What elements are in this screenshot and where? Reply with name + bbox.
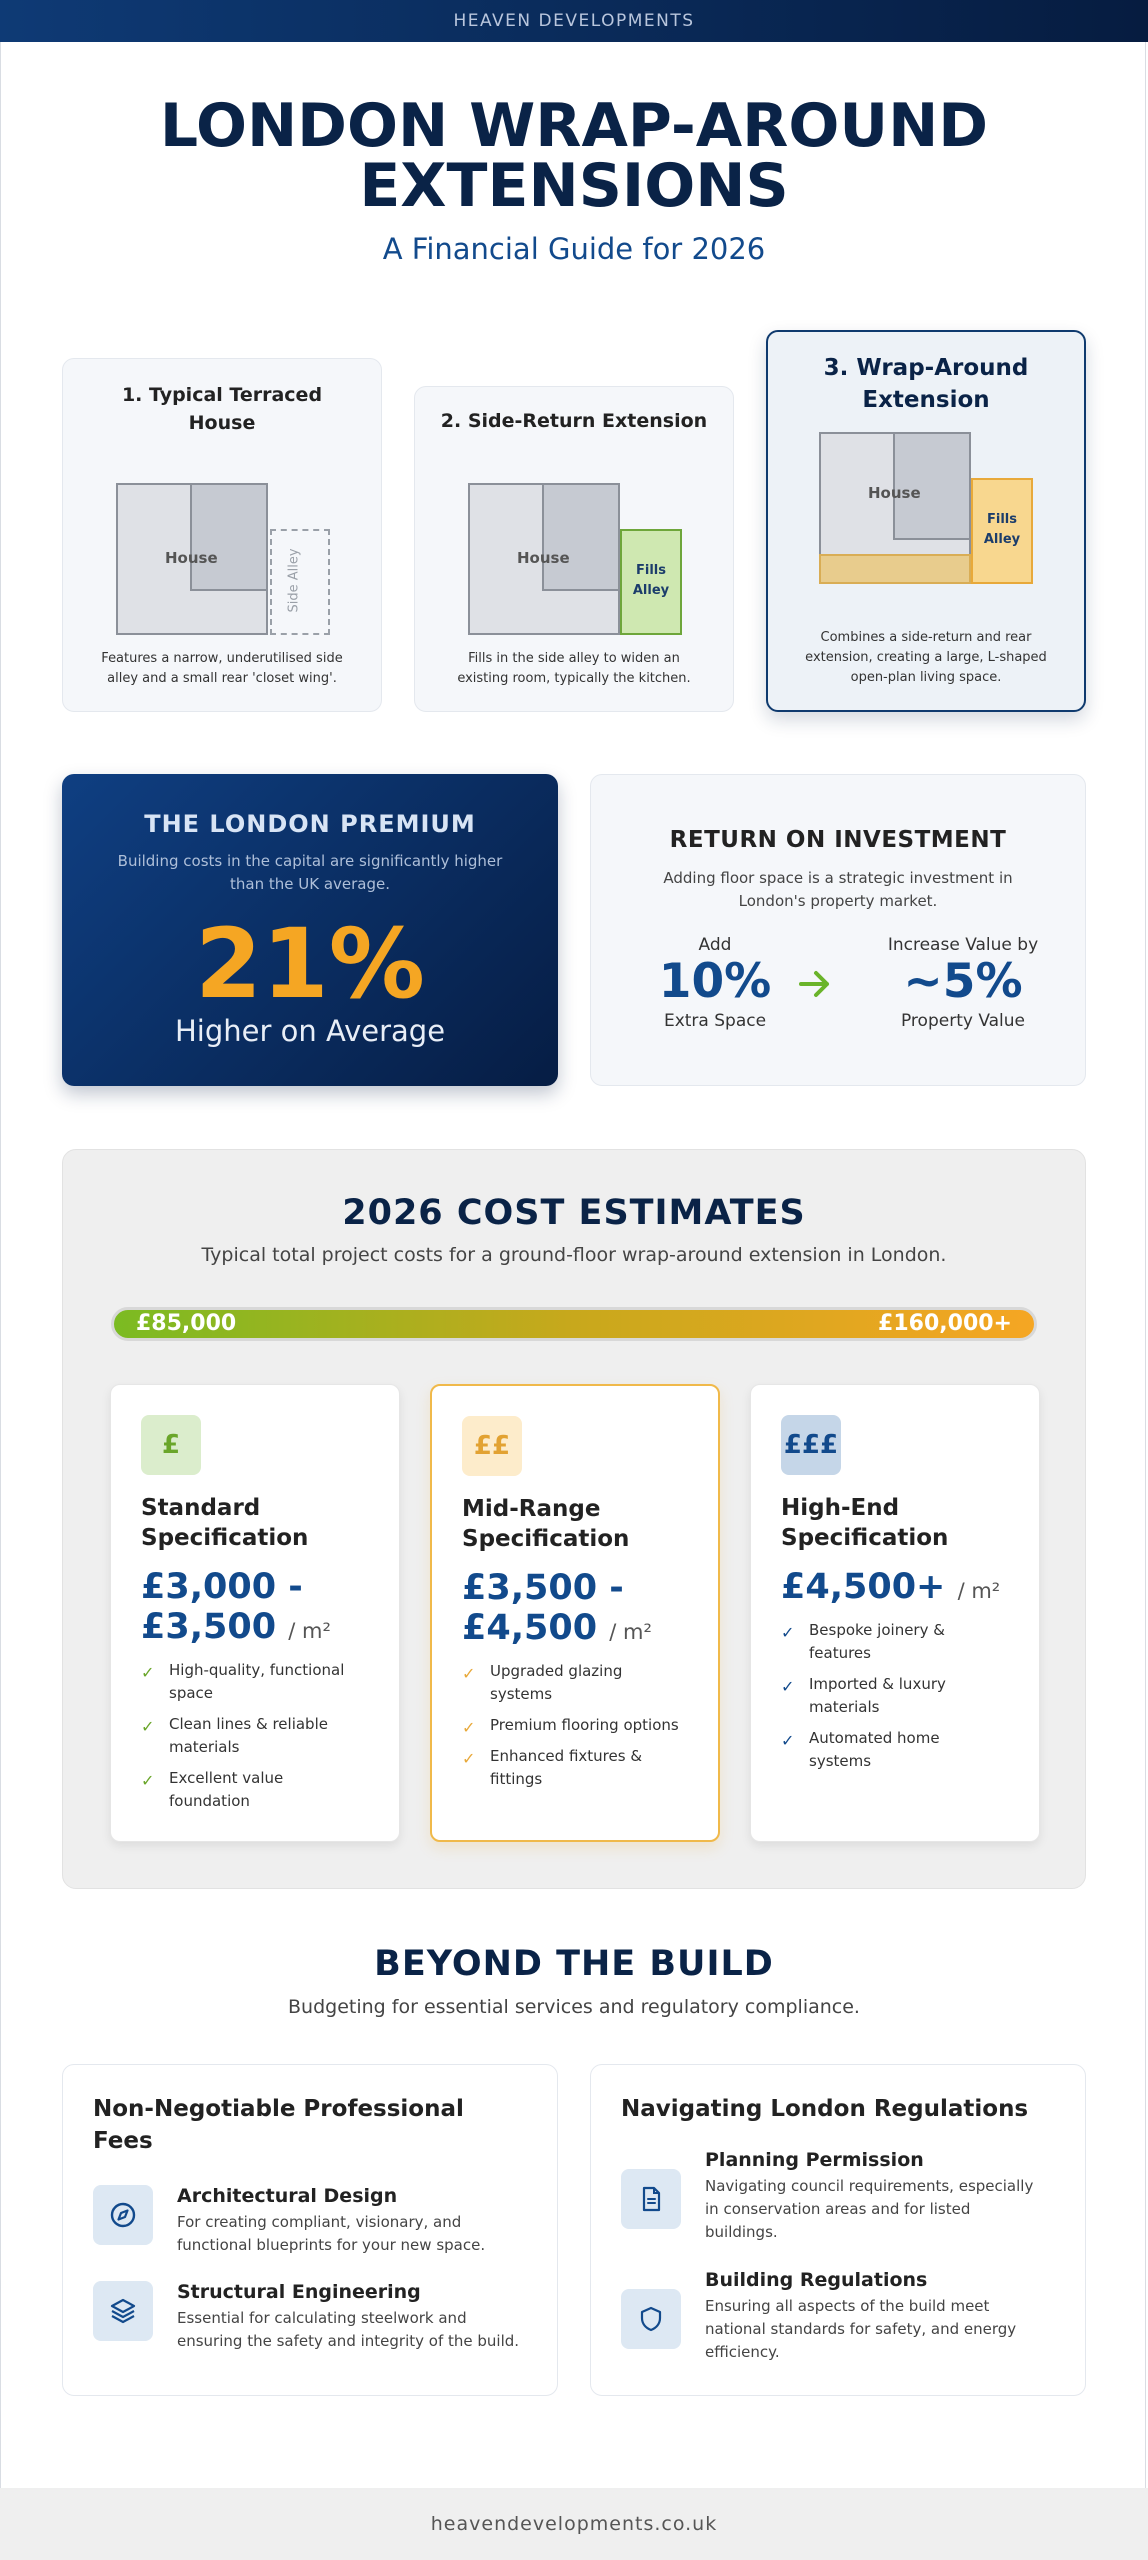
description-line: Essential for calculating steelwork and — [177, 2309, 467, 2327]
description-line: Navigating council requirements, especially — [705, 2177, 1034, 2195]
check-icon: ✓ — [462, 1749, 476, 1768]
feature-line: Automated home — [809, 1729, 940, 1747]
feature-line: fittings — [490, 1770, 543, 1788]
description-line: in conservation areas and for listed — [705, 2200, 971, 2218]
diagram-title — [63, 381, 381, 437]
stat-value: ~5% — [903, 954, 1023, 1009]
list-item — [781, 1727, 1019, 1773]
tier-name — [781, 1493, 1019, 1553]
list-item — [462, 1714, 698, 1737]
description-line: functional blueprints for your new space. — [177, 2236, 486, 2254]
premium-description — [102, 850, 518, 896]
layers-icon — [93, 2281, 153, 2341]
price-unit: / m² — [288, 1619, 331, 1643]
price-line2: £4,500 — [462, 1608, 598, 1648]
fill-label-line2: Alley — [632, 583, 670, 598]
description-line: existing room, typically the kitchen. — [457, 671, 691, 686]
roi-space-stat — [615, 935, 815, 1031]
diagram-description — [435, 649, 713, 689]
feature-line: materials — [169, 1738, 240, 1756]
diagram-description — [788, 628, 1064, 688]
page-title-line2: EXTENSIONS — [359, 151, 789, 221]
list-item — [141, 1713, 379, 1759]
diagram-title-line1: 1. Typical Terraced — [121, 384, 323, 406]
description-line: efficiency. — [705, 2343, 780, 2361]
tier-name — [141, 1493, 379, 1553]
page-title — [0, 91, 1148, 221]
description-line: Adding floor space is a strategic investment in — [663, 869, 1013, 887]
feature-line: Upgraded glazing — [490, 1662, 623, 1680]
feature-list — [781, 1619, 1019, 1781]
shield-icon — [621, 2289, 681, 2349]
list-item — [462, 1745, 698, 1791]
premium-title: THE LONDON PREMIUM — [144, 810, 476, 838]
card-title: Navigating London Regulations — [621, 2096, 1029, 2122]
feature-list — [141, 1659, 379, 1821]
fill-label-line1: Fills — [987, 512, 1017, 527]
brand-name: HEAVEN DEVELOPMENTS — [453, 11, 695, 31]
list-item — [781, 1673, 1019, 1719]
tier-name-line2: Specification — [141, 1525, 309, 1551]
house-label: House — [517, 549, 570, 567]
description-line: Fills in the side alley to widen an — [468, 651, 680, 666]
rear-extension-shape — [819, 554, 971, 584]
check-icon: ✓ — [781, 1677, 795, 1696]
item-description — [177, 2211, 533, 2257]
feature-line: Premium flooring options — [490, 1716, 679, 1734]
list-item — [141, 1659, 379, 1705]
range-low: £85,000 — [136, 1311, 237, 1336]
feature-line: materials — [809, 1698, 880, 1716]
tier-name-line1: High-End — [781, 1495, 900, 1521]
section-title: BEYOND THE BUILD — [374, 1944, 774, 1984]
section-subtitle: Budgeting for essential services and regulatory compliance. — [288, 1996, 860, 2018]
page-subtitle: A Financial Guide for 2026 — [382, 232, 766, 266]
list-item — [141, 1767, 379, 1813]
roi-description — [641, 867, 1035, 913]
compass-icon — [93, 2185, 153, 2245]
description-line: alley and a small rear 'closet wing'. — [107, 671, 337, 686]
section-title: 2026 COST ESTIMATES — [342, 1193, 806, 1233]
feature-line: Bespoke joinery & — [809, 1621, 945, 1639]
stat-prefix: Add — [698, 935, 732, 955]
diagram-title-line2: Extension — [862, 387, 990, 413]
tier-name-line1: Mid-Range — [462, 1496, 601, 1522]
house-label: House — [165, 549, 218, 567]
stat-unit: Extra Space — [663, 1011, 767, 1031]
item-description — [177, 2307, 533, 2353]
price-line1: £3,000 - — [141, 1567, 303, 1607]
check-icon: ✓ — [462, 1664, 476, 1683]
feature-line: Enhanced fixtures & — [490, 1747, 643, 1765]
description-line: For creating compliant, visionary, and — [177, 2213, 462, 2231]
tier-card-standard — [110, 1384, 400, 1842]
diagram-card-side-return — [414, 386, 734, 712]
diagram-title-line1: 3. Wrap-Around — [823, 355, 1029, 381]
tier-name-line2: Specification — [781, 1525, 949, 1551]
range-high: £160,000+ — [878, 1311, 1012, 1336]
feature-line: systems — [490, 1685, 553, 1703]
house-label: House — [868, 484, 921, 502]
cost-range-bar — [111, 1307, 1037, 1341]
check-icon: ✓ — [141, 1771, 155, 1790]
price-unit: / m² — [609, 1620, 652, 1644]
check-icon: ✓ — [781, 1731, 795, 1750]
tier-name-line1: Standard — [141, 1495, 261, 1521]
list-item — [462, 1660, 698, 1706]
card-title — [93, 2093, 527, 2157]
feature-line: foundation — [169, 1792, 250, 1810]
page-title-line1: LONDON WRAP-AROUND — [159, 91, 989, 161]
pound-badge-icon: £ — [141, 1415, 201, 1475]
tier-name-line2: Specification — [462, 1526, 630, 1552]
description-line: buildings. — [705, 2223, 778, 2241]
top-banner — [0, 0, 1148, 42]
fill-label-line1: Fills — [636, 563, 666, 578]
card-title-line1: Non-Negotiable Professional — [93, 2096, 464, 2122]
arrow-right-icon — [797, 967, 833, 1005]
regulations-card — [590, 2064, 1086, 2396]
roi-title: RETURN ON INVESTMENT — [669, 827, 1007, 853]
item-heading: Structural Engineering — [177, 2281, 421, 2303]
description-line: Combines a side-return and rear — [820, 630, 1032, 645]
diagram-title — [768, 352, 1084, 416]
pound-badge-icon: £££ — [781, 1415, 841, 1475]
feature-list — [462, 1660, 698, 1799]
description-line: ensuring the safety and integrity of the build. — [177, 2332, 520, 2350]
tier-card-high-end — [750, 1384, 1040, 1842]
fill-label — [971, 510, 1033, 550]
price-line1: £3,500 - — [462, 1568, 624, 1608]
item-heading: Planning Permission — [705, 2149, 924, 2171]
feature-line: space — [169, 1684, 214, 1702]
closet-wing-shape — [190, 483, 268, 591]
footer-website-link[interactable]: heavendevelopments.co.uk — [430, 2513, 718, 2535]
item-description — [705, 2295, 1061, 2364]
fill-label — [620, 561, 682, 601]
document-icon — [621, 2169, 681, 2229]
feature-line: Clean lines & reliable — [169, 1715, 328, 1733]
list-item — [781, 1619, 1019, 1665]
diagram-title-line2: House — [188, 412, 256, 434]
tier-price — [462, 1568, 704, 1652]
description-line: extension, creating a large, L-shaped — [805, 650, 1047, 665]
description-line: Building costs in the capital are significantly higher — [117, 852, 503, 870]
card-title-line2: Fees — [93, 2128, 153, 2154]
feature-line: Excellent value — [169, 1769, 284, 1787]
section-subtitle: Typical total project costs for a ground-floor wrap-around extension in London. — [201, 1244, 947, 1266]
pound-badge-icon: ££ — [462, 1416, 522, 1476]
price-line1: £4,500+ — [781, 1567, 946, 1607]
stat-value: 10% — [658, 954, 772, 1009]
check-icon: ✓ — [141, 1663, 155, 1682]
tier-card-mid-range — [430, 1384, 720, 1842]
check-icon: ✓ — [462, 1718, 476, 1737]
cost-estimates-section — [62, 1149, 1086, 1889]
item-heading: Architectural Design — [177, 2185, 398, 2207]
premium-value: 21% — [195, 908, 425, 1020]
description-line: Features a narrow, underutilised side — [101, 651, 343, 666]
feature-line: High-quality, functional — [169, 1661, 345, 1679]
diagram-card-wrap-around — [766, 330, 1086, 712]
diagram-card-terraced — [62, 358, 382, 712]
tier-price — [141, 1567, 385, 1651]
feature-line: features — [809, 1644, 871, 1662]
roi-value-stat — [863, 935, 1063, 1031]
tier-name — [462, 1494, 698, 1554]
roi-card — [590, 774, 1086, 1086]
item-description — [705, 2175, 1061, 2244]
stat-prefix: Increase Value by — [887, 935, 1039, 955]
description-line: national standards for safety, and energy — [705, 2320, 1017, 2338]
check-icon: ✓ — [141, 1717, 155, 1736]
description-line: Ensuring all aspects of the build meet — [705, 2297, 990, 2315]
description-line: open-plan living space. — [850, 670, 1002, 685]
tier-price — [781, 1567, 1025, 1611]
stat-unit: Property Value — [900, 1011, 1026, 1031]
side-alley-label: Side Alley — [286, 548, 302, 613]
diagram-description — [83, 649, 361, 689]
diagram-title: 2. Side-Return Extension — [440, 410, 708, 432]
description-line: than the UK average. — [230, 875, 390, 893]
description-line: London's property market. — [738, 892, 938, 910]
price-line2: £3,500 — [141, 1607, 277, 1647]
feature-line: Imported & luxury — [809, 1675, 946, 1693]
professional-fees-card — [62, 2064, 558, 2396]
feature-line: systems — [809, 1752, 872, 1770]
item-heading: Building Regulations — [705, 2269, 928, 2291]
fill-label-line2: Alley — [983, 532, 1021, 547]
london-premium-card — [62, 774, 558, 1086]
price-unit: / m² — [957, 1579, 1001, 1603]
closet-wing-shape — [542, 483, 620, 591]
check-icon: ✓ — [781, 1623, 795, 1642]
footer — [0, 2488, 1148, 2560]
premium-label: Higher on Average — [174, 1014, 446, 1048]
